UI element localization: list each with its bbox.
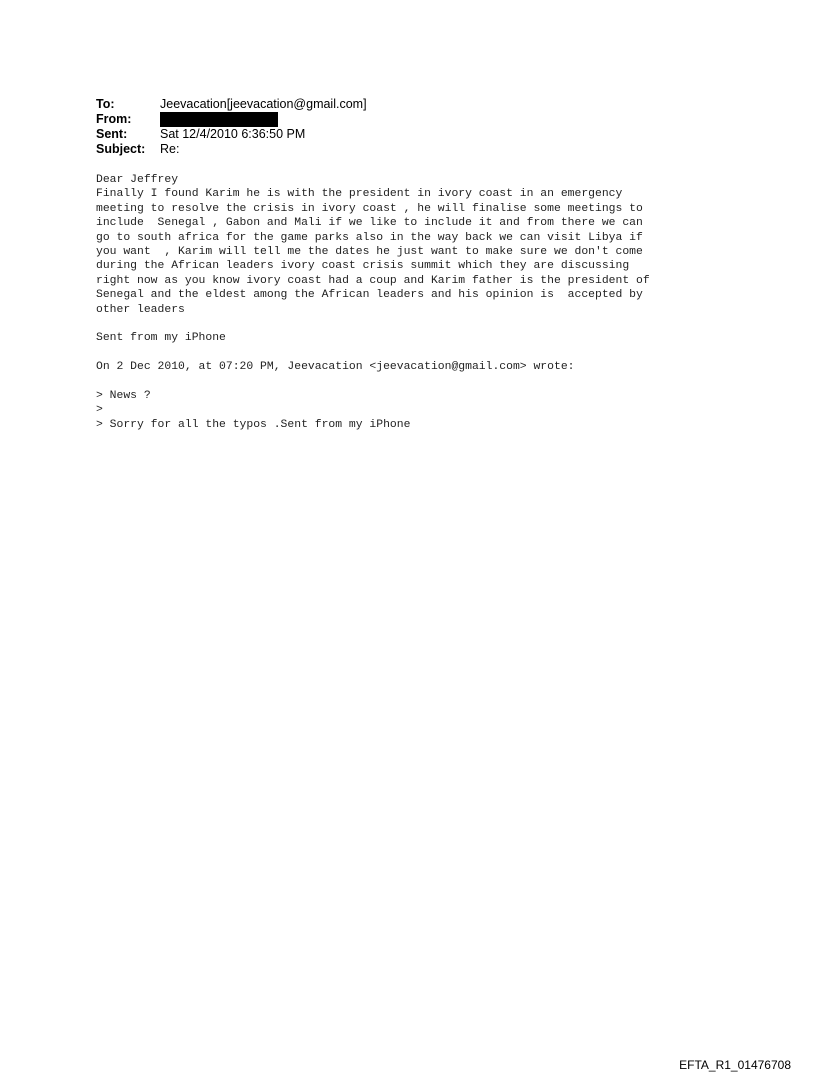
document-id: EFTA_R1_01476708 — [679, 1058, 791, 1072]
body-line: Senegal and the eldest among the African leaders and his opinion is accepted by — [96, 289, 643, 302]
quote-intro: On 2 Dec 2010, at 07:20 PM, Jeevacation <jeevacation@gmail.com> wrote: — [96, 361, 575, 374]
quoted-line: > Sorry for all the typos .Sent from my iPhone — [96, 418, 411, 431]
body-line: other leaders — [96, 303, 185, 316]
redaction-box — [160, 112, 278, 127]
to-label: To: — [96, 97, 115, 111]
from-label: From: — [96, 112, 132, 126]
to-row — [96, 97, 367, 112]
sent-label: Sent: — [96, 127, 128, 141]
body-line: meeting to resolve the crisis in ivory coast , he will finalise some meetings to — [96, 202, 643, 215]
sent-value: Sat 12/4/2010 6:36:50 PM — [160, 127, 306, 141]
body-line: include Senegal , Gabon and Mali if we like to include it and from there we can — [96, 217, 643, 230]
sent-row — [96, 127, 367, 142]
quoted-line: > — [96, 404, 103, 417]
body-line: during the African leaders ivory coast crisis summit which they are discussing — [96, 260, 630, 273]
spacer — [96, 317, 746, 331]
to-value: Jeevacation[jeevacation@gmail.com] — [160, 97, 367, 111]
signature: Sent from my iPhone — [96, 332, 226, 345]
body-line: go to south africa for the game parks also in the way back we can visit Libya if — [96, 231, 643, 244]
greeting: Dear Jeffrey — [96, 174, 179, 186]
subject-value: Re: — [160, 142, 180, 156]
spacer — [96, 346, 746, 360]
body-line: right now as you know ivory coast had a coup and Karim father is the president of — [96, 274, 650, 287]
quoted-line: > News ? — [96, 390, 151, 403]
email-header — [96, 97, 367, 157]
subject-label: Subject: — [96, 142, 146, 156]
email-body — [96, 173, 746, 432]
from-row — [96, 112, 367, 127]
body-line: you want , Karim will tell me the dates he just want to make sure we don't come — [96, 246, 643, 259]
spacer — [96, 375, 746, 389]
body-line: Finally I found Karim he is with the president in ivory coast in an emergency — [96, 188, 623, 201]
subject-row — [96, 142, 367, 157]
